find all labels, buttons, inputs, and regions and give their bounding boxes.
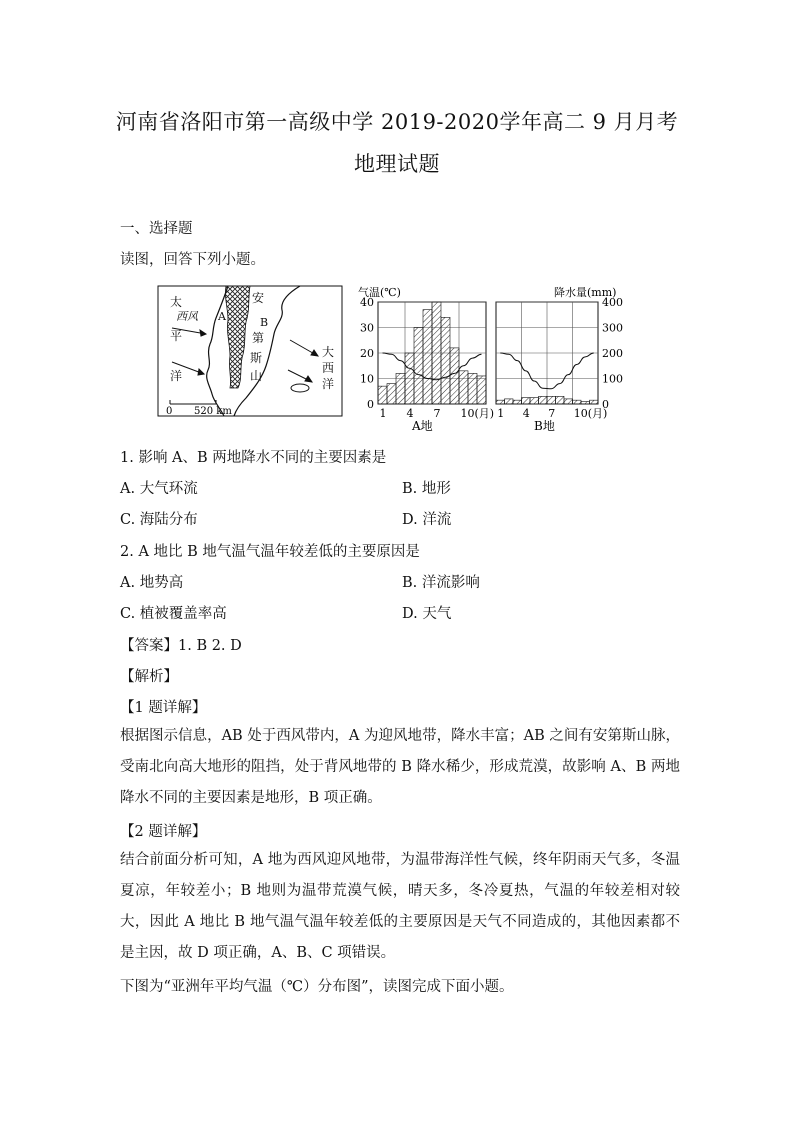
chart-a-ytick: 10 bbox=[360, 372, 374, 386]
chart-a-bar bbox=[450, 348, 459, 404]
chart-b-ytick: 300 bbox=[602, 321, 623, 335]
question-2-option-d[interactable]: D. 天气 bbox=[402, 606, 452, 622]
chart-a-bar bbox=[405, 353, 414, 404]
chart-b-bar bbox=[522, 398, 531, 404]
map-label-xi: 西 bbox=[322, 361, 335, 375]
scale-zero: 0 bbox=[166, 406, 173, 417]
figure-map-and-climate-charts bbox=[150, 284, 630, 434]
chart-a-bar bbox=[378, 386, 387, 404]
question-1-option-a[interactable]: A. 大气环流 bbox=[120, 481, 198, 497]
chart-b-ytick: 0 bbox=[602, 398, 609, 411]
detail-1-text: 根据图示信息，AB 处于西风带内，A 为迎风地带，降水丰富；AB 之间有安第斯山脉，受南北向高大地形的阻挡，处于背风地带的 B 降水稀少，形成荒漠，故影响 A、B 两地降水不同的主要因素是地形，B 项正确。 bbox=[120, 728, 680, 806]
section-heading: 一、选择题 bbox=[120, 221, 193, 237]
map-label-tai: 太 bbox=[170, 295, 183, 309]
chart-a-bar bbox=[459, 371, 468, 404]
question-1-option-c[interactable]: C. 海陆分布 bbox=[120, 512, 198, 528]
map-label-shan: 山 bbox=[250, 369, 263, 383]
chart-b-xtick: 10(月) bbox=[573, 407, 608, 420]
question-2-stem: 2. A 地比 B 地气温气温年较差低的主要原因是 bbox=[120, 544, 420, 560]
chart-a-bar bbox=[477, 376, 486, 404]
chart-b-bar bbox=[513, 400, 522, 404]
chart-b-title: B地 bbox=[534, 419, 555, 433]
chart-a-ylabel: 气温(℃) bbox=[358, 286, 401, 299]
chart-a-bar bbox=[468, 373, 477, 404]
figure-svg bbox=[150, 284, 630, 434]
chart-a-xtick: 7 bbox=[433, 407, 441, 420]
question-1-stem: 1. 影响 A、B 两地降水不同的主要因素是 bbox=[120, 450, 387, 466]
chart-a-bar bbox=[387, 384, 396, 404]
map-label-yang2: 洋 bbox=[322, 377, 335, 391]
chart-b-bar bbox=[573, 400, 582, 404]
chart-b-ytick: 200 bbox=[602, 347, 623, 360]
detail-1-heading: 【1 题详解】 bbox=[120, 700, 207, 716]
question-2-option-c[interactable]: C. 植被覆盖率高 bbox=[120, 606, 227, 622]
chart-b-bar bbox=[530, 398, 539, 404]
chart-a-xtick: 4 bbox=[406, 407, 414, 420]
map-label-a: A bbox=[218, 310, 226, 323]
scale-label: 520 km bbox=[194, 406, 232, 417]
question-1-option-d[interactable]: D. 洋流 bbox=[402, 512, 452, 528]
document-subtitle: 地理试题 bbox=[354, 152, 440, 176]
map-label-di: 第 bbox=[252, 331, 265, 345]
detail-2-heading: 【2 题详解】 bbox=[120, 824, 207, 840]
chart-b-bar bbox=[505, 399, 514, 404]
chart-a-xtick: 10(月) bbox=[460, 407, 495, 420]
chart-b-bar bbox=[590, 400, 599, 404]
question-2-option-b[interactable]: B. 洋流影响 bbox=[402, 575, 480, 591]
chart-a-bar bbox=[414, 328, 423, 405]
chart-b-xtick: 4 bbox=[522, 407, 530, 420]
chart-b-bar bbox=[564, 399, 573, 404]
map-label-b: B bbox=[260, 316, 269, 329]
chart-b-bar bbox=[547, 396, 556, 404]
chart-b-xtick: 7 bbox=[548, 407, 556, 420]
chart-b-xtick: 1 bbox=[497, 407, 505, 420]
map-label-si: 斯 bbox=[250, 351, 263, 365]
chart-a-bar bbox=[441, 317, 450, 404]
map-label-ping: 平 bbox=[170, 329, 183, 343]
chart-b-ytick: 400 bbox=[602, 296, 623, 309]
chart-a-bar bbox=[423, 310, 432, 404]
question-2-option-a[interactable]: A. 地势高 bbox=[120, 575, 184, 591]
section-intro: 读图，回答下列小题。 bbox=[120, 252, 265, 268]
chart-a-title: A地 bbox=[412, 419, 433, 433]
chart-b-ylabel: 降水量(mm) bbox=[554, 286, 617, 299]
chart-a-ytick: 30 bbox=[360, 321, 374, 335]
map-label-an: 安 bbox=[252, 291, 265, 305]
analysis-heading: 【解析】 bbox=[120, 669, 178, 685]
chart-b-bar bbox=[496, 400, 505, 404]
chart-a bbox=[358, 285, 494, 433]
detail-2-text: 结合前面分析可知，A 地为西风迎风地带，为温带海洋性气候，终年阴雨天气多，冬温夏凉，年较差小；B 地则为温带荒漠气候，晴天多，冬冷夏热，气温的年较差相对较大，因此 A 地比 B 地气温气温年较差低的主要原因是天气不同造成的，其他因素都不是主因，故 D 项正确，A、B、C 项错误。 bbox=[120, 852, 680, 961]
chart-b-ytick: 100 bbox=[602, 372, 623, 386]
chart-a-ytick: 40 bbox=[360, 296, 374, 309]
chart-a-ytick: 20 bbox=[360, 347, 374, 360]
chart-b-bar bbox=[581, 401, 590, 404]
document-title: 河南省洛阳市第一高级中学 2019-2020学年高二 9 月月考 bbox=[115, 110, 679, 134]
chart-a-ytick: 0 bbox=[367, 398, 374, 411]
chart-a-bar bbox=[396, 373, 405, 404]
south-america-map bbox=[158, 286, 342, 417]
map-label-yang: 洋 bbox=[170, 369, 183, 383]
chart-a-bar bbox=[432, 302, 441, 404]
chart-b-bar bbox=[539, 396, 548, 404]
chart-b-bar bbox=[556, 396, 565, 404]
answer-line: 【答案】1. B 2. D bbox=[120, 638, 242, 654]
chart-a-xtick: 1 bbox=[379, 407, 387, 420]
map-label-xifeng: 西风 bbox=[176, 310, 198, 323]
question-1-option-b[interactable]: B. 地形 bbox=[402, 481, 451, 497]
chart-b bbox=[496, 285, 623, 433]
map-label-da: 大 bbox=[322, 345, 335, 359]
next-question-intro: 下图为“亚洲年平均气温（℃）分布图”，读图完成下面小题。 bbox=[120, 979, 514, 995]
